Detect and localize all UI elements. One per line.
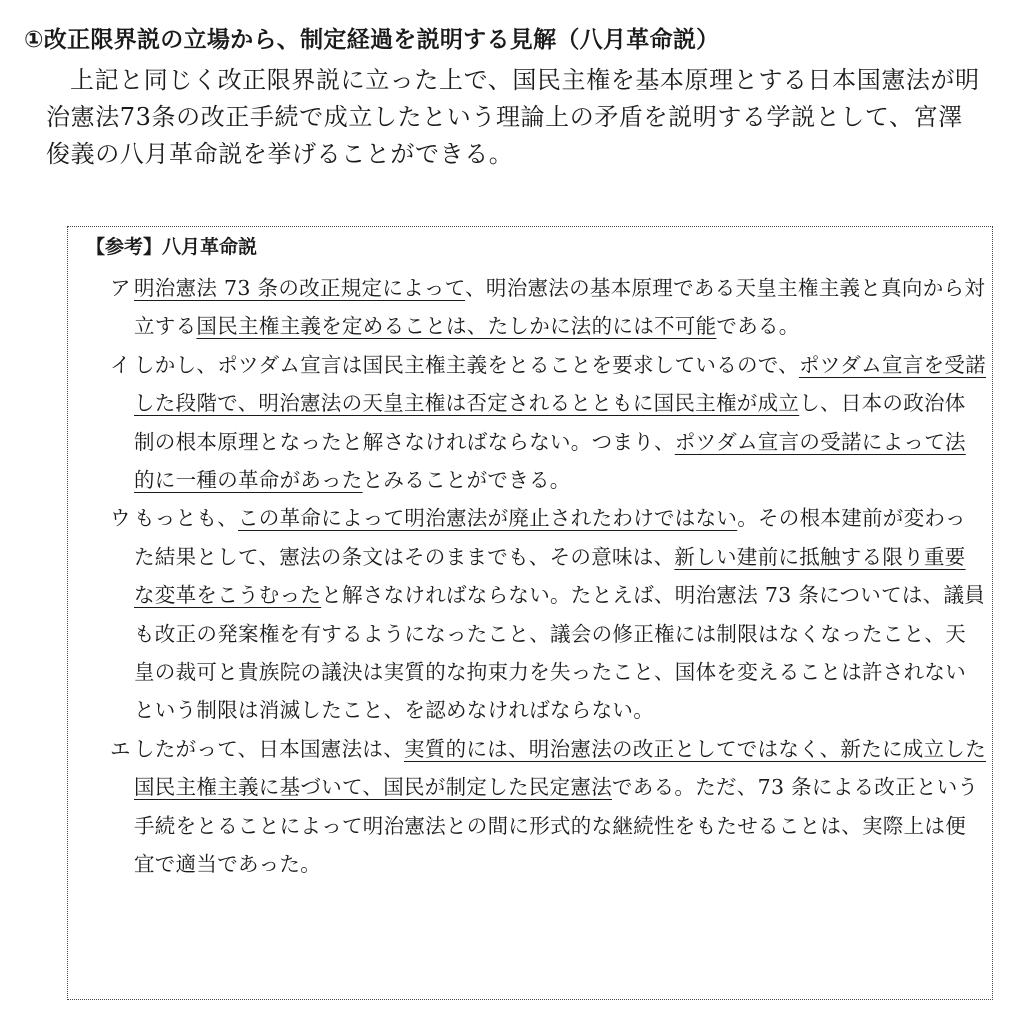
item-text: したがって、日本国憲法は、	[134, 736, 404, 761]
intro-text: 上記と同じく改正限界説に立った上で、国民主権を基本原理とする日本国憲法が明治憲法73条の改正手続で成立したという理論上の矛盾を説明する学説として、宮澤俊義の八月革命説を挙げることができる。	[46, 66, 980, 168]
underlined-text: 実質的には、明治憲法の改正としてではなく、新たに成立した国民主権主義に基づいて、国民が制定した民定憲法	[134, 736, 986, 800]
reference-item	[110, 346, 986, 500]
underlined-text: この革命によって明治憲法が廃止されたわけではない	[238, 506, 738, 531]
item-text: 、明治憲法の基本原理である天皇主権主義と真向から対立する	[134, 276, 986, 339]
underlined-text: ポツダム宣言を受諾した段階で、明治憲法の天皇主権は否定されるとともに国民主権が成立	[134, 352, 986, 416]
item-text: もっとも、	[134, 506, 238, 531]
underlined-text: 明治憲法 73 条の改正規定によって	[134, 276, 466, 300]
reference-item	[110, 730, 986, 884]
item-text: し、日本の政治体制の根本原理となったと解さなければならない。つまり、	[134, 391, 966, 454]
intro-paragraph	[46, 62, 986, 173]
underlined-text: 国民主権主義を定めることは、たしかに法的には不可能	[196, 314, 717, 339]
reference-title: 【参考】八月革命説	[86, 236, 258, 258]
reference-item	[110, 499, 986, 729]
underlined-text: 新しい建前に抵触する限り重要な変革をこうむった	[134, 544, 966, 608]
item-marker: ア	[110, 276, 131, 300]
item-text: とみることができる。	[362, 468, 571, 493]
reference-item	[110, 269, 986, 346]
underlined-text: ポツダム宣言の受諾によって法的に一種の革命があった	[134, 429, 966, 493]
item-text: である。ただ、73 条による改正という手続をとることによって明治憲法との間に形式的な継続性をもたせることは、実際上は便宜で適当であった。	[134, 775, 979, 877]
reference-items	[110, 269, 986, 884]
item-marker: イ	[110, 352, 131, 377]
reference-box	[67, 226, 993, 1000]
item-marker: エ	[110, 736, 131, 761]
item-text: しかし、ポツダム宣言は国民主権主義をとることを要求しているので、	[134, 352, 799, 377]
item-text: と解さなければならない。たとえば、明治憲法 73 条については、議員も改正の発案権を有するようになったこと、議会の修正権には制限はなくなったこと、天皇の裁可と貴族院の議決は実質的な拘束力を失ったこと、国体を変えることは許されないという制限は消滅したこと、を認めなければならない。	[134, 583, 986, 723]
section-heading: ①改正限界説の立場から、制定経過を説明する見解（八月革命説）	[24, 27, 720, 53]
item-marker: ウ	[110, 506, 131, 531]
item-text: である。	[716, 314, 800, 339]
item-text: 。その根本建前が変わった結果として、憲法の条文はそのままでも、その意味は、	[134, 506, 966, 569]
